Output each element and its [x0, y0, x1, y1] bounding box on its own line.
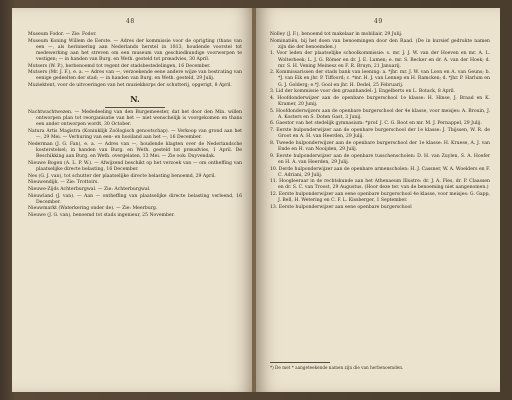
right-page — [256, 8, 500, 392]
footnote — [270, 360, 490, 370]
index-entry: Nieuwe Bogen (A. L. P. W.). — Afwijzend beschikt op het verzoek van — om ontheffing van plaatselijke directe belasting, 16 December. — [28, 160, 242, 172]
left-page — [12, 8, 254, 392]
footnote-rule — [270, 362, 330, 363]
index-entry: Museum Fodor. — Zie: Fodor. — [28, 32, 97, 37]
page-number-left: 48 — [126, 18, 135, 25]
index-entry: 13. Eerste hulponderwijzer aan eene openbare burgerschool — [270, 204, 412, 210]
index-entry: 10. Derde hulponderwijzer aan de openbare armenscholen: H. J. Cassner, W. A. Woelders en F. C. Adriani, 29 Julij. — [270, 166, 491, 178]
left-column — [28, 32, 242, 220]
index-entry: Nominatiën, bij het doen van benoemingen door den Raad. (De in kursief gedrukte namen zijn die der benoemden.) — [270, 38, 490, 50]
index-entry: 3. Lid der kommissie voor den graanhandel: J. Engelberts en L. Botack, 8 April. — [270, 89, 456, 95]
section-heading: N. — [130, 94, 140, 105]
index-entry: Mutsers (Mr. J. F.), e. a. — Adres van —, verzoekende eene andere wijze van bestrating van eenige gedeelten der stad; — in handen van Burg. en Weth. gesteld, 29 Julij. — [28, 70, 242, 82]
footnote-text: *) De met * aangeteekende namen zijn die van herbenoemden. — [270, 365, 404, 370]
index-entry: Muziektent, voor de uitvoeringen van het muziekkorps der schutterij, opgerigt, 8 April. — [28, 83, 232, 89]
index-entry: 9. Eerste hulponderwijzer aan de openbare tusschenscholen: D. H. van Zuylen, S. A. Hoefer en H. A. van Heerden, 29 Julij. — [270, 153, 490, 165]
index-entry: Nieuwendijk. — Zie: Trottoirs. — [28, 180, 99, 186]
index-entry: Nes (G. J. van), tot schutter der plaatselijke directe belasting benoemd, 29 April. — [28, 173, 216, 179]
index-entry: Natura Artis Magistra (Koninklijk Zoölogisch genootschap). — Verkoop van grond aan het —, 29 Mei. — Verhuring van een- en hooiland aan het —, 16 December. — [28, 129, 242, 141]
index-entry: Nieuwe (J. G. van), benoemd tot stads ingenieur, 25 November. — [28, 213, 175, 219]
page-number-right: 49 — [374, 18, 383, 25]
index-entry: Mutsers (W. P.), herbenoemd tot regent der stadsbestedelingen, 16 December. — [28, 63, 211, 69]
index-entry: 6. Gaestor van het stedelijk gymnasium: *prof. J. C. G. Boot en mr. M. J. Pernappel, 29 Julij. — [270, 121, 482, 127]
right-column — [270, 32, 490, 212]
index-entries-n — [28, 110, 242, 219]
index-entry: 8. Tweede hulponderwijzer aan de openbare burgerschool der 1e klasse: H. Kruese, A. J. van Ende en H. van Nooijden, 29 Julij. — [270, 140, 490, 153]
index-entry: Nieuwe-Zijds Achterburgwal. — Zie: Achterburgwal. — [28, 186, 151, 192]
index-entry: 11. Hoogleeraar in de rechtskunde aan het Athenaeum Illustre: dr. J. A. Fles, dr. P. Claassen en dr. S. C. van Troost, 29 Augustus. (Hoor deze ter. van de benoeming niet aangenomen.) — [270, 179, 490, 191]
index-entry: Nederman (J. G. Fan), e. a. — Adres van —, houdende klagten over de Nederlandsche kosterstelsel; in handen van Burg. en Weth. gesteld tot prœadvies, 1 April. De Beschikking aan Burg. en Weth. overgelaten, 13 Mei. — Zie ook: Duyvendak. — [28, 141, 242, 160]
index-entry: 12. Eerste hulponderwijzer aan eene openbare burgerschool 4e klasse, voor meisjes: G. Gapp, J. Bell, H. Wetering en C. F. L. Kissberger, 1 September. — [270, 192, 490, 204]
index-entry: 1. Voor leden der plaatselijke schoolkommissie: s. mr. J. J. W. van der Hoeven en mr. A. L. Wolterbeek; L. J. G. Römer en dr. J. E. Lumen; e. mr. S. Becker en dr. A. van der Hoek; d. mr. S. H. Vening Meinesz en F. R. Bruyn, 21 Januarij. — [270, 51, 490, 69]
index-entry: 2. Kommissarissen der stads bank van leening: a. *jhr. mr. J. W. van Loon en A. van Geuns; b. *J. van Eik en jhr. P. Tiffoord; c. *mr. H. J. van Lennep en H. Ramcken; d. *jhr. P. Harlum en G. J. Golderg; e.*J. Gool en jhr. H. Dedel, 25 Februarij. — [270, 70, 490, 88]
index-entry: Nolley (J. F.), benoemd tot makelaar in mobiliair, 29 Julij. — [270, 32, 403, 37]
index-entry: 7. Eerste hulponderwijzer aan de openbare burgerschool der 1e klasse: J. Thijssen, W. R. de Groot en A. H. van Heerden, 29 Julij. — [270, 128, 490, 140]
index-entry: 5. Hoofdonderwijzers aan de openbare burgerschool der 4e klasse, voor meisjes: A. Brouin, J. A. Kosters en S. Doten Gast, 3 Junij. — [270, 108, 490, 120]
section-rule — [105, 107, 165, 108]
index-entries-m — [28, 32, 242, 89]
index-entry: 4. Hoofdonderwijzer aan de openbare burgerschool 1e klasse: H. Hinse, J. Braad en K. Kramer, 20 Junij. — [270, 95, 490, 107]
index-entry: Nachtwachtwezen. — Mededeeling van den Burgemeester, dat het door den Min. willen ontworpen plan tot reorganisatie van het — niet wenschelijk is voorgekomen en thans een ander ontworpen wordt, 30 October. — [28, 110, 242, 128]
index-entry: Nieuwland (J. van). — Aan — ontheffing van plaatselijke directe belasting verleend, 16 December. — [28, 193, 242, 205]
index-entry: Museum Koning Willem de Eerste. — Adres der kommissie voor de oprigting (thans van een —, als herinnering aan Nederlands herstel in 1813, houdende voorstel tot medewerking aan het streven om een museum van geschiedkundige voorwerpen te vestigen; — in handen van Burg. en Weth. gesteld tot prœadvies, 30 April. — [28, 38, 242, 62]
index-entries-nominations — [270, 32, 490, 211]
index-entry: Nieuwmarkt (Waterkering onder de). — Zie: Meerburg. — [28, 206, 158, 212]
